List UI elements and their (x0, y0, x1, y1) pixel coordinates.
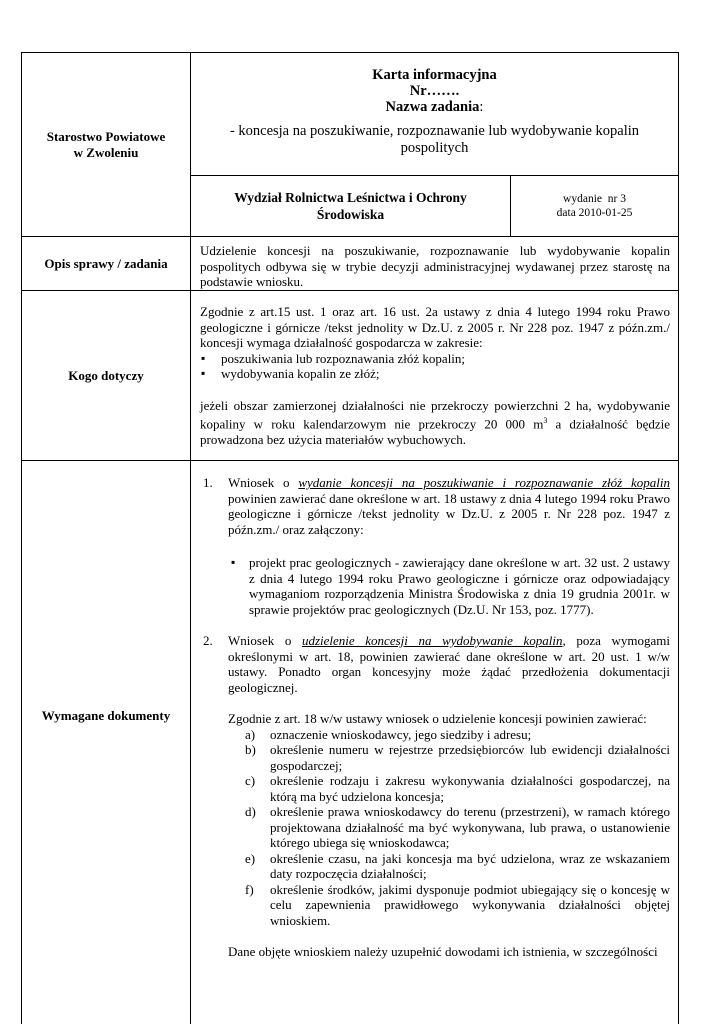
cubic-superscript: 3 (543, 416, 548, 425)
list-letter: d) (245, 804, 256, 819)
list-item (245, 804, 670, 851)
document-item-1 (203, 475, 670, 617)
documents-closing: Dane objęte wnioskiem należy uzupełnić dowodami ich istnienia, w szczególności (228, 944, 658, 959)
item-number: 2. (203, 633, 213, 648)
applies-content (200, 304, 670, 447)
list-item (245, 742, 670, 773)
item2-suffix: , poza wymogami określonymi w art. 18, powinien zawierać dane określone w art. 20 ust. 1 w/w ustawy. Ponadto organ koncesyjny może żądać przedłożenia dokumentacji geologicznej. (228, 633, 670, 695)
list-item-text: określenie prawa wnioskodawcy do terenu (przestrzeni), w ramach którego projektowana działalność ma być wykonywana, lub prawa, o ustanowienie którego ubiega się wnioskodawca; (270, 804, 670, 850)
document-item-1-text (228, 475, 670, 537)
task-label-line (191, 99, 678, 115)
task-name: - koncesja na poszukiwanie, rozpoznawanie lub wydobywanie kopalin pospolitych (229, 123, 640, 156)
applies-label (22, 291, 190, 460)
applies-condition-b: a działalność będzie prowadzona bez użycia materiałów wybuchowych. (200, 416, 671, 447)
edition-number: wydanie nr 3 (563, 193, 626, 205)
document-item-2 (203, 633, 670, 695)
documents-label-text: Wymagane dokumenty (41, 708, 171, 723)
office-name (22, 53, 190, 236)
list-item-text: określenie środków, jakimi dysponuje podmiot ubiegający się o koncesję w celu zapewnienia prawidłowego wykonywania działalności objętej wnioskiem. (270, 881, 670, 928)
art18-block (203, 711, 670, 960)
list-item (245, 882, 670, 929)
applies-condition-a: jeżeli obszar zamierzonej działalności nie przekroczy powierzchni 2 ha, wydobywanie kopaliny w roku kalendarzowym nie przekroczy 20 000 m (200, 397, 670, 432)
item-number: 1. (203, 475, 213, 490)
art18-intro: Zgodnie z art. 18 w/w ustawy wniosek o udzielenie koncesji powinien zawierać: (228, 711, 647, 726)
list-item-text: określenie czasu, na jaki koncesja ma być udzielona, wraz ze wskazaniem daty rozpoczęcia działalności; (270, 850, 670, 881)
list-item-text: określenie rodzaju i zakresu wykonywania działalności gospodarczej, na którą ma być udzielona koncesja; (270, 773, 670, 804)
item1-emphasis: wydanie koncesji na poszukiwanie i rozpoznawanie złóż kopalin (298, 475, 670, 490)
card-title: Karta informacyjna (372, 67, 497, 83)
description-label-text: Opis sprawy / zadania (44, 255, 168, 271)
description-text (200, 243, 670, 290)
list-item: ▪ wydobywania kopalin ze złóż; (200, 366, 670, 382)
list-item (245, 727, 670, 743)
applies-intro: Zgodnie z art.15 ust. 1 oraz art. 16 ust. 2a ustawy z dnia 4 lutego 1994 roku Prawo geologiczne i górnicze /tekst jednolity w Dz.U. z 2005 r. Nr 228 poz. 1947 z późn.zm./ koncesji wymaga działalność gospodarcza w zakresie: (200, 304, 670, 350)
item2-emphasis: udzielenie koncesji na wydobywanie kopalin (301, 633, 563, 648)
item1-prefix: Wniosek o (228, 475, 299, 490)
document-item-2-text (228, 633, 670, 695)
department-name: Wydział Rolnictwa Leśnictwa i Ochrony Środowiska (234, 190, 467, 222)
item2-prefix: Wniosek o (228, 633, 302, 648)
department-cell (191, 176, 510, 236)
list-item (245, 773, 670, 804)
list-item-text: oznaczenie wnioskodawcy, jego siedziby i adresu; (270, 726, 532, 742)
list-item: ▪ poszukiwania lub rozpoznawania złóż kopalin; (200, 351, 670, 367)
list-letter: a) (245, 726, 256, 742)
list-letter: e) (245, 850, 256, 866)
applies-label-text: Kogo dotyczy (68, 367, 144, 383)
requirements-list (245, 727, 670, 929)
description-paragraph: Udzielenie koncesji na poszukiwanie, rozpoznawanie lub wydobywanie kopalin pospolitych odbywa się w trybie decyzji administracyjnej wydawanej przez starostę na podstawie wniosku. (200, 243, 670, 289)
task-label-colon: : (479, 99, 484, 115)
description-label (22, 237, 190, 290)
task-label: Nazwa zadania (385, 99, 480, 115)
documents-label (22, 461, 190, 971)
card-title-block (191, 67, 678, 157)
list-item-text: określenie numeru w rejestrze przedsiębiorców lub ewidencji działalności gospodarczej; (270, 742, 670, 773)
documents-content (203, 475, 670, 960)
list-item (245, 851, 670, 882)
edition-date: data 2010-01-25 (556, 207, 633, 219)
list-letter: c) (245, 773, 256, 788)
edition-cell (511, 176, 678, 236)
document-item-1-sublist (228, 555, 670, 617)
table-border-right (678, 52, 679, 1024)
list-letter: b) (245, 742, 256, 757)
card-number: Nr……. (409, 83, 460, 99)
applies-condition (200, 398, 670, 448)
item1-suffix: powinien zawierać dane określone w art. 18 ustawy z dnia 4 lutego 1994 roku Prawo geologiczne i górnicze /tekst jednolity w Dz.U. z 2005 r. Nr 228 poz. 1947 z późn.zm./ oraz załączony: (228, 490, 670, 537)
list-letter: f) (245, 881, 254, 897)
applies-bullet-list (200, 351, 670, 382)
office-name-text: Starostwo Powiatowe w Zwoleniu (46, 128, 166, 160)
list-item: ▪ projekt prac geologicznych - zawierający dane określone w art. 32 ust. 2 ustawy z dnia 4 lutego 1994 roku Prawo geologiczne i górnicze oraz odpowiadający wymaganiom rozporządzenia Ministra Środowiska z dnia 19 grudnia 2001r. w sprawie projektów prac geologicznych (Dz.U. Nr 153, poz. 1777). (228, 555, 670, 617)
